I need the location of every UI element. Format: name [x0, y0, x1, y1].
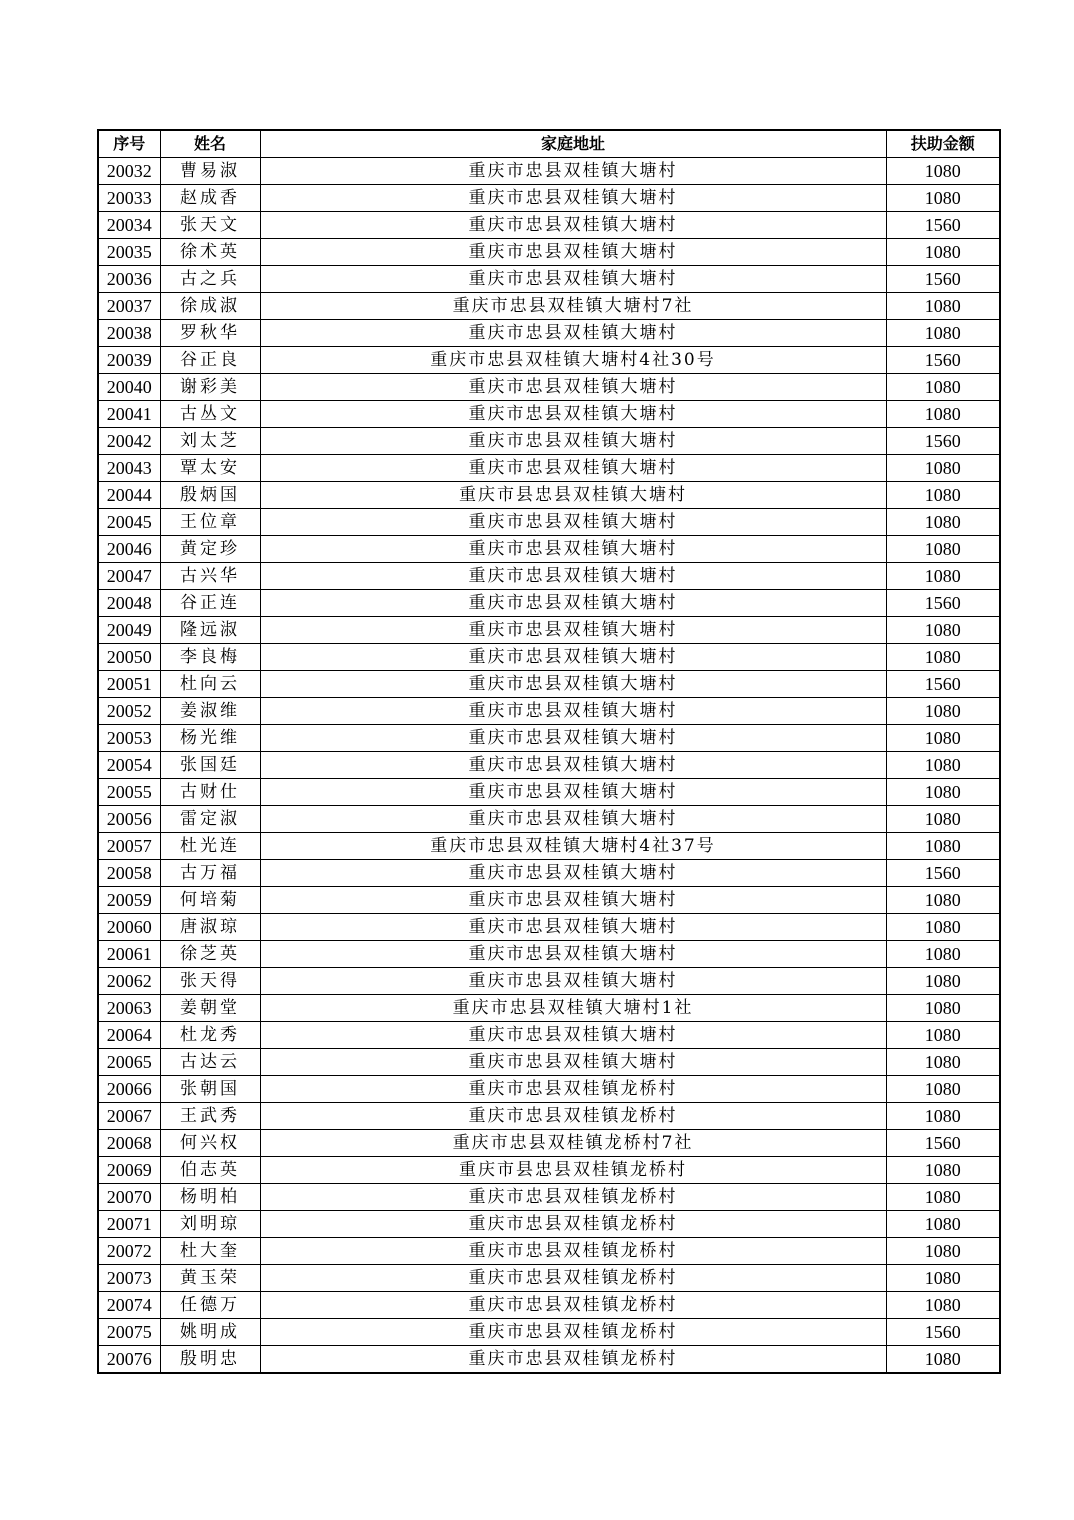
cell-seq: 20073 [98, 1265, 160, 1292]
cell-name: 古达云 [160, 1049, 260, 1076]
cell-address: 重庆市忠县双桂镇大塘村 [260, 536, 886, 563]
cell-seq: 20064 [98, 1022, 160, 1049]
cell-address: 重庆市忠县双桂镇龙桥村 [260, 1292, 886, 1319]
cell-amount: 1080 [886, 455, 1000, 482]
cell-address: 重庆市忠县双桂镇大塘村 [260, 266, 886, 293]
cell-amount: 1080 [886, 1346, 1000, 1374]
cell-address: 重庆市忠县双桂镇大塘村 [260, 401, 886, 428]
cell-seq: 20071 [98, 1211, 160, 1238]
cell-seq: 20052 [98, 698, 160, 725]
cell-seq: 20040 [98, 374, 160, 401]
cell-amount: 1080 [886, 1157, 1000, 1184]
cell-amount: 1080 [886, 374, 1000, 401]
cell-amount: 1560 [886, 671, 1000, 698]
cell-seq: 20053 [98, 725, 160, 752]
cell-address: 重庆市忠县双桂镇龙桥村7社 [260, 1130, 886, 1157]
cell-address: 重庆市县忠县双桂镇龙桥村 [260, 1157, 886, 1184]
cell-seq: 20072 [98, 1238, 160, 1265]
cell-address: 重庆市忠县双桂镇龙桥村 [260, 1103, 886, 1130]
cell-name: 杨光维 [160, 725, 260, 752]
table-row [98, 1130, 1000, 1157]
cell-address: 重庆市忠县双桂镇龙桥村 [260, 1211, 886, 1238]
cell-seq: 20041 [98, 401, 160, 428]
cell-seq: 20056 [98, 806, 160, 833]
table-row [98, 1238, 1000, 1265]
cell-amount: 1080 [886, 833, 1000, 860]
table-row [98, 185, 1000, 212]
cell-address: 重庆市忠县双桂镇大塘村 [260, 428, 886, 455]
table-row [98, 1184, 1000, 1211]
table-row [98, 617, 1000, 644]
cell-address: 重庆市忠县双桂镇大塘村 [260, 914, 886, 941]
cell-seq: 20047 [98, 563, 160, 590]
header-name: 姓名 [160, 130, 260, 158]
cell-name: 刘太芝 [160, 428, 260, 455]
table-row [98, 320, 1000, 347]
cell-name: 古财仕 [160, 779, 260, 806]
cell-address: 重庆市忠县双桂镇大塘村 [260, 212, 886, 239]
header-seq: 序号 [98, 130, 160, 158]
table-row [98, 698, 1000, 725]
cell-address: 重庆市忠县双桂镇大塘村 [260, 644, 886, 671]
cell-seq: 20063 [98, 995, 160, 1022]
table-row [98, 509, 1000, 536]
cell-address: 重庆市忠县双桂镇大塘村 [260, 860, 886, 887]
cell-seq: 20065 [98, 1049, 160, 1076]
cell-amount: 1080 [886, 1292, 1000, 1319]
table-row [98, 941, 1000, 968]
table-row [98, 374, 1000, 401]
table-row [98, 1265, 1000, 1292]
cell-amount: 1080 [886, 401, 1000, 428]
cell-seq: 20074 [98, 1292, 160, 1319]
table-row [98, 1049, 1000, 1076]
cell-address: 重庆市忠县双桂镇大塘村 [260, 374, 886, 401]
cell-address: 重庆市忠县双桂镇大塘村 [260, 239, 886, 266]
table-row [98, 455, 1000, 482]
cell-name: 任德万 [160, 1292, 260, 1319]
cell-seq: 20062 [98, 968, 160, 995]
cell-name: 徐成淑 [160, 293, 260, 320]
cell-name: 徐芝英 [160, 941, 260, 968]
cell-seq: 20076 [98, 1346, 160, 1374]
cell-amount: 1080 [886, 320, 1000, 347]
cell-seq: 20057 [98, 833, 160, 860]
cell-name: 杨明柏 [160, 1184, 260, 1211]
cell-name: 杜光连 [160, 833, 260, 860]
cell-address: 重庆市忠县双桂镇龙桥村 [260, 1346, 886, 1374]
cell-address: 重庆市忠县双桂镇大塘村 [260, 509, 886, 536]
cell-amount: 1560 [886, 1130, 1000, 1157]
table-row [98, 1346, 1000, 1374]
cell-seq: 20068 [98, 1130, 160, 1157]
cell-name: 张天得 [160, 968, 260, 995]
cell-name: 古丛文 [160, 401, 260, 428]
cell-seq: 20034 [98, 212, 160, 239]
table-row [98, 1211, 1000, 1238]
cell-seq: 20042 [98, 428, 160, 455]
table-row [98, 995, 1000, 1022]
cell-name: 黄玉荣 [160, 1265, 260, 1292]
cell-address: 重庆市忠县双桂镇大塘村 [260, 806, 886, 833]
cell-seq: 20033 [98, 185, 160, 212]
cell-amount: 1080 [886, 536, 1000, 563]
cell-amount: 1080 [886, 1049, 1000, 1076]
cell-name: 姜淑维 [160, 698, 260, 725]
cell-amount: 1080 [886, 482, 1000, 509]
cell-seq: 20037 [98, 293, 160, 320]
cell-seq: 20036 [98, 266, 160, 293]
cell-address: 重庆市忠县双桂镇大塘村 [260, 779, 886, 806]
table-row [98, 1076, 1000, 1103]
table-row [98, 482, 1000, 509]
header-row [98, 130, 1000, 158]
cell-amount: 1080 [886, 887, 1000, 914]
table-row [98, 1022, 1000, 1049]
cell-name: 杜龙秀 [160, 1022, 260, 1049]
cell-name: 古兴华 [160, 563, 260, 590]
cell-amount: 1080 [886, 1211, 1000, 1238]
cell-address: 重庆市忠县双桂镇大塘村 [260, 671, 886, 698]
cell-address: 重庆市忠县双桂镇龙桥村 [260, 1238, 886, 1265]
cell-name: 刘明琼 [160, 1211, 260, 1238]
cell-address: 重庆市忠县双桂镇大塘村 [260, 941, 886, 968]
cell-name: 谷正良 [160, 347, 260, 374]
cell-amount: 1080 [886, 941, 1000, 968]
table-row [98, 428, 1000, 455]
header-amount: 扶助金额 [886, 130, 1000, 158]
cell-amount: 1080 [886, 239, 1000, 266]
cell-address: 重庆市忠县双桂镇龙桥村 [260, 1265, 886, 1292]
cell-amount: 1080 [886, 1238, 1000, 1265]
table-row [98, 1103, 1000, 1130]
cell-name: 隆远淑 [160, 617, 260, 644]
cell-seq: 20032 [98, 158, 160, 185]
cell-address: 重庆市忠县双桂镇大塘村 [260, 158, 886, 185]
table-header [98, 130, 1000, 158]
cell-amount: 1080 [886, 968, 1000, 995]
cell-name: 罗秋华 [160, 320, 260, 347]
cell-amount: 1080 [886, 293, 1000, 320]
cell-name: 何培菊 [160, 887, 260, 914]
cell-amount: 1080 [886, 806, 1000, 833]
cell-amount: 1080 [886, 644, 1000, 671]
table-row [98, 590, 1000, 617]
cell-seq: 20075 [98, 1319, 160, 1346]
cell-name: 殷明忠 [160, 1346, 260, 1374]
cell-address: 重庆市忠县双桂镇大塘村 [260, 887, 886, 914]
cell-amount: 1560 [886, 1319, 1000, 1346]
cell-address: 重庆市忠县双桂镇大塘村 [260, 590, 886, 617]
cell-name: 杜向云 [160, 671, 260, 698]
cell-amount: 1560 [886, 860, 1000, 887]
table-row [98, 401, 1000, 428]
table-row [98, 266, 1000, 293]
table-row [98, 563, 1000, 590]
cell-seq: 20046 [98, 536, 160, 563]
table-row [98, 239, 1000, 266]
cell-address: 重庆市忠县双桂镇大塘村 [260, 725, 886, 752]
cell-seq: 20035 [98, 239, 160, 266]
table-row [98, 212, 1000, 239]
cell-name: 徐术英 [160, 239, 260, 266]
cell-seq: 20049 [98, 617, 160, 644]
cell-amount: 1560 [886, 347, 1000, 374]
cell-seq: 20054 [98, 752, 160, 779]
cell-address: 重庆市忠县双桂镇大塘村 [260, 185, 886, 212]
cell-name: 杜大奎 [160, 1238, 260, 1265]
cell-name: 王位章 [160, 509, 260, 536]
cell-amount: 1080 [886, 914, 1000, 941]
table-row [98, 725, 1000, 752]
cell-seq: 20055 [98, 779, 160, 806]
cell-name: 姜朝堂 [160, 995, 260, 1022]
cell-address: 重庆市忠县双桂镇大塘村 [260, 617, 886, 644]
cell-name: 古万福 [160, 860, 260, 887]
cell-name: 姚明成 [160, 1319, 260, 1346]
table-row [98, 1319, 1000, 1346]
cell-seq: 20058 [98, 860, 160, 887]
cell-name: 张朝国 [160, 1076, 260, 1103]
table-body [98, 158, 1000, 1374]
cell-address: 重庆市忠县双桂镇大塘村1社 [260, 995, 886, 1022]
cell-name: 伯志英 [160, 1157, 260, 1184]
cell-seq: 20038 [98, 320, 160, 347]
cell-name: 何兴权 [160, 1130, 260, 1157]
table-row [98, 779, 1000, 806]
table-row [98, 671, 1000, 698]
cell-amount: 1080 [886, 752, 1000, 779]
cell-address: 重庆市忠县双桂镇大塘村 [260, 968, 886, 995]
cell-seq: 20043 [98, 455, 160, 482]
cell-name: 张天文 [160, 212, 260, 239]
cell-seq: 20066 [98, 1076, 160, 1103]
table-row [98, 914, 1000, 941]
cell-seq: 20059 [98, 887, 160, 914]
table-row [98, 1157, 1000, 1184]
cell-name: 唐淑琼 [160, 914, 260, 941]
table-row [98, 860, 1000, 887]
cell-amount: 1080 [886, 1022, 1000, 1049]
cell-amount: 1560 [886, 212, 1000, 239]
cell-address: 重庆市忠县双桂镇大塘村 [260, 455, 886, 482]
table-row [98, 968, 1000, 995]
table-row [98, 347, 1000, 374]
cell-name: 张国廷 [160, 752, 260, 779]
header-address: 家庭地址 [260, 130, 886, 158]
cell-seq: 20060 [98, 914, 160, 941]
cell-amount: 1080 [886, 158, 1000, 185]
cell-name: 曹易淑 [160, 158, 260, 185]
cell-seq: 20051 [98, 671, 160, 698]
cell-address: 重庆市忠县双桂镇大塘村4社30号 [260, 347, 886, 374]
cell-address: 重庆市忠县双桂镇大塘村 [260, 752, 886, 779]
table-row [98, 806, 1000, 833]
cell-amount: 1080 [886, 995, 1000, 1022]
cell-amount: 1080 [886, 779, 1000, 806]
table-row [98, 752, 1000, 779]
cell-name: 黄定珍 [160, 536, 260, 563]
cell-name: 雷定淑 [160, 806, 260, 833]
table-row [98, 644, 1000, 671]
cell-address: 重庆市忠县双桂镇大塘村 [260, 698, 886, 725]
cell-address: 重庆市忠县双桂镇大塘村7社 [260, 293, 886, 320]
table-row [98, 536, 1000, 563]
cell-amount: 1080 [886, 563, 1000, 590]
cell-address: 重庆市忠县双桂镇龙桥村 [260, 1076, 886, 1103]
cell-name: 赵成香 [160, 185, 260, 212]
cell-name: 谷正连 [160, 590, 260, 617]
cell-name: 殷炳国 [160, 482, 260, 509]
cell-amount: 1560 [886, 266, 1000, 293]
cell-amount: 1080 [886, 509, 1000, 536]
cell-seq: 20069 [98, 1157, 160, 1184]
cell-amount: 1560 [886, 428, 1000, 455]
cell-amount: 1080 [886, 185, 1000, 212]
cell-seq: 20044 [98, 482, 160, 509]
cell-seq: 20048 [98, 590, 160, 617]
cell-amount: 1560 [886, 590, 1000, 617]
cell-address: 重庆市忠县双桂镇大塘村 [260, 563, 886, 590]
cell-amount: 1080 [886, 1184, 1000, 1211]
cell-seq: 20061 [98, 941, 160, 968]
cell-address: 重庆市忠县双桂镇大塘村 [260, 320, 886, 347]
table-row [98, 293, 1000, 320]
cell-name: 李良梅 [160, 644, 260, 671]
cell-address: 重庆市忠县双桂镇大塘村 [260, 1022, 886, 1049]
cell-name: 覃太安 [160, 455, 260, 482]
cell-amount: 1080 [886, 698, 1000, 725]
table-row [98, 1292, 1000, 1319]
table-row [98, 158, 1000, 185]
cell-name: 王武秀 [160, 1103, 260, 1130]
cell-seq: 20067 [98, 1103, 160, 1130]
cell-amount: 1080 [886, 1103, 1000, 1130]
cell-seq: 20039 [98, 347, 160, 374]
cell-name: 古之兵 [160, 266, 260, 293]
cell-address: 重庆市忠县双桂镇龙桥村 [260, 1319, 886, 1346]
cell-address: 重庆市忠县双桂镇大塘村 [260, 1049, 886, 1076]
cell-seq: 20070 [98, 1184, 160, 1211]
cell-seq: 20045 [98, 509, 160, 536]
cell-address: 重庆市忠县双桂镇龙桥村 [260, 1184, 886, 1211]
cell-amount: 1080 [886, 1265, 1000, 1292]
table-row [98, 887, 1000, 914]
cell-name: 谢彩美 [160, 374, 260, 401]
cell-amount: 1080 [886, 725, 1000, 752]
cell-seq: 20050 [98, 644, 160, 671]
cell-address: 重庆市县忠县双桂镇大塘村 [260, 482, 886, 509]
assistance-table [97, 129, 1001, 1374]
cell-amount: 1080 [886, 617, 1000, 644]
table-row [98, 833, 1000, 860]
cell-amount: 1080 [886, 1076, 1000, 1103]
cell-address: 重庆市忠县双桂镇大塘村4社37号 [260, 833, 886, 860]
